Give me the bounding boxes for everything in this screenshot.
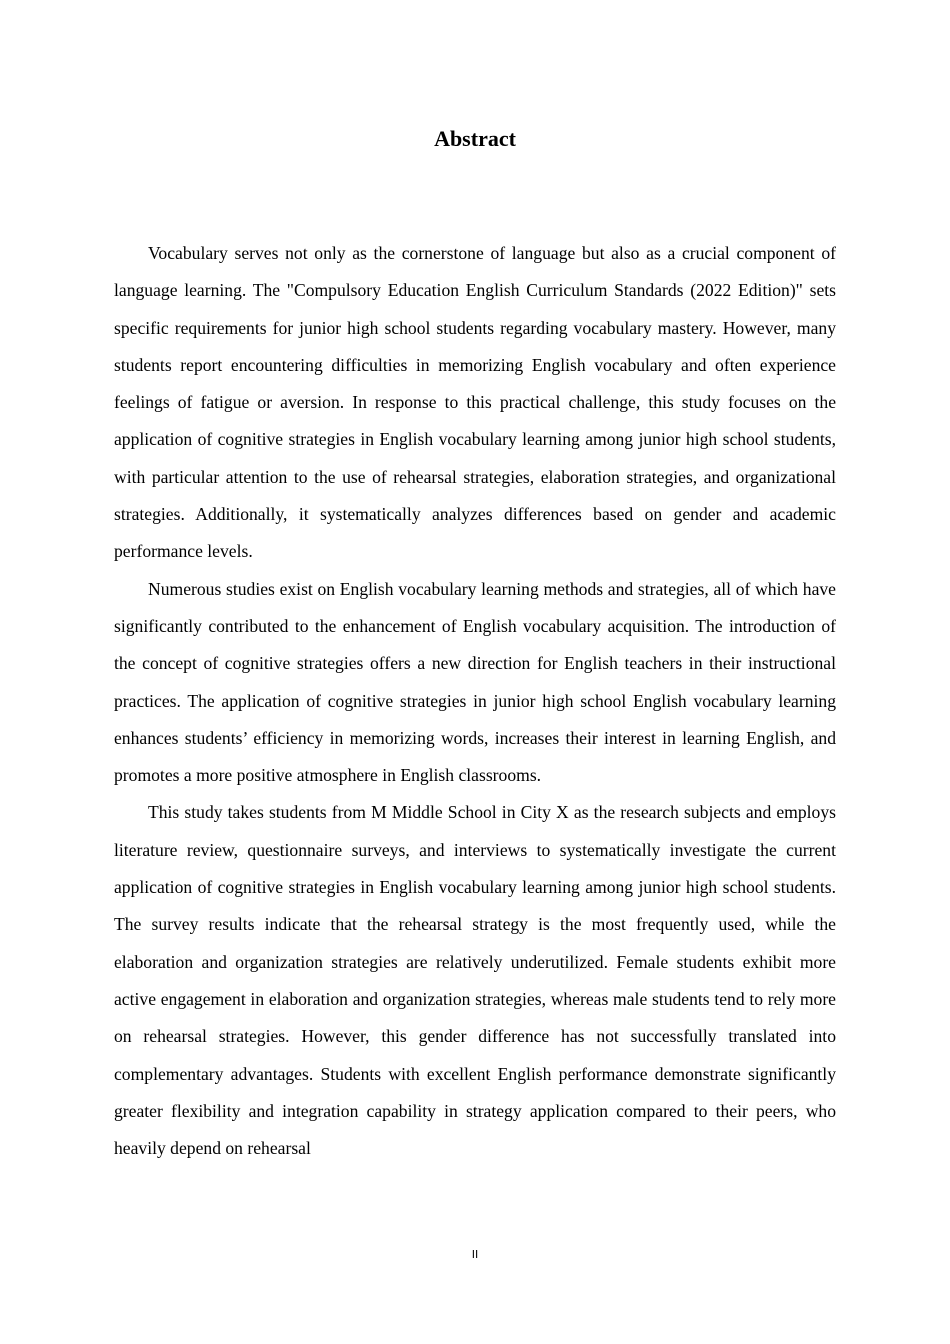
abstract-paragraph-3: This study takes students from M Middle School in City X as the research subjects and employs literature review, questionnaire surveys, and interviews to systematically investigate the current application of cognitive strategies in English vocabulary learning among junior high school students. The survey results indicate that the rehearsal strategy is the most frequently used, while the elaboration and organization strategies are relatively underutilized. Female students exhibit more active engagement in elaboration and organization strategies, whereas male students tend to rely more on rehearsal strategies. However, this gender difference has not successfully translated into complementary advantages. Students with excellent English performance demonstrate significantly greater flexibility and integration capability in strategy application compared to their peers, who heavily depend on rehearsal xyxy=(114,802,836,1159)
abstract-body xyxy=(114,235,836,1167)
page-number: II xyxy=(471,1248,479,1261)
abstract-paragraph-2: Numerous studies exist on English vocabulary learning methods and strategies, all of which have significantly contributed to the enhancement of English vocabulary acquisition. The introduction of the concept of cognitive strategies offers a new direction for English teachers in their instructional practices. The application of cognitive strategies in junior high school English vocabulary learning enhances students’ efficiency in memorizing words, increases their interest in learning English, and promotes a more positive atmosphere in English classrooms. xyxy=(114,578,836,786)
abstract-paragraph-1: Vocabulary serves not only as the cornerstone of language but also as a crucial component of language learning. The "Compulsory Education English Curriculum Standards (2022 Edition)" sets specific requirements for junior high school students regarding vocabulary mastery. However, many students report encountering difficulties in memorizing English vocabulary and often experience feelings of fatigue or aversion. In response to this practical challenge, this study focuses on the application of cognitive strategies in English vocabulary learning among junior high school students, with particular attention to the use of rehearsal strategies, elaboration strategies, and organizational strategies. Additionally, it systematically analyzes differences based on gender and academic performance levels. xyxy=(114,243,836,562)
page-title: Abstract xyxy=(434,126,516,151)
